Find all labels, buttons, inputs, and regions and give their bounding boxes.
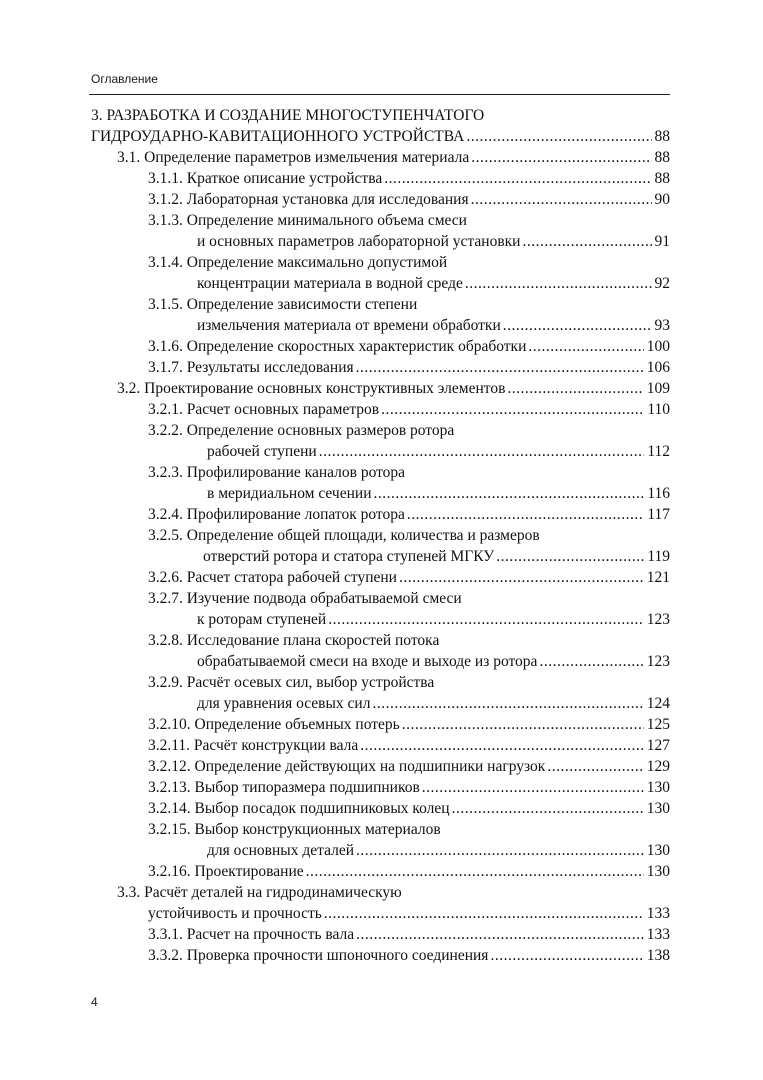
toc-entry[interactable]: 3.1.6. Определение скоростных характеристик обработки ..... 100	[148, 336, 670, 357]
toc-entry[interactable]: 3.2. Проектирование основных конструктивных элементов ..... 109	[117, 378, 670, 399]
toc-entry[interactable]: 3.2.15. Выбор конструкционных материалов	[148, 821, 441, 838]
toc-entry[interactable]: и основных параметров лабораторной установки ..... 91	[197, 231, 670, 252]
toc-entry[interactable]: 3.2.1. Расчет основных параметров ..... 110	[148, 399, 670, 420]
toc-entry[interactable]: в меридиальном сечении ..... 116	[207, 483, 670, 504]
page-number: 4	[91, 995, 98, 1009]
toc-entry[interactable]: 3.2.12. Определение действующих на подшипники нагрузок ..... 129	[148, 756, 670, 777]
toc-entry[interactable]: 3.2.9. Расчёт осевых сил, выбор устройства	[148, 674, 435, 691]
toc-entry[interactable]: 3.1.1. Краткое описание устройства ..... 88	[148, 168, 670, 189]
toc-entry[interactable]: 3.2.13. Выбор типоразмера подшипников ..... 130	[148, 777, 670, 798]
toc-entry[interactable]: 3.3.1. Расчет на прочность вала ..... 133	[148, 924, 670, 945]
toc-entry[interactable]: 3.2.7. Изучение подвода обрабатываемой смеси	[148, 590, 462, 607]
toc-entry[interactable]: 3.1.7. Результаты исследования ..... 106	[148, 357, 670, 378]
toc-entry[interactable]: 3.2.16. Проектирование ..... 130	[148, 861, 670, 882]
toc-entry[interactable]: 3.1.2. Лабораторная установка для исследования ..... 90	[148, 189, 670, 210]
toc-entry[interactable]: ГИДРОУДАРНО-КАВИТАЦИОННОГО УСТРОЙСТВА ..... 88	[91, 126, 670, 147]
toc-entry[interactable]: 3.1. Определение параметров измельчения материала ..... 88	[117, 147, 670, 168]
toc-entry[interactable]: 3.2.8. Исследование плана скоростей потока	[148, 632, 440, 649]
toc-entry[interactable]: 3.1.5. Определение зависимости степени	[148, 296, 418, 313]
toc-entry[interactable]: 3.2.5. Определение общей площади, количества и размеров	[148, 527, 540, 544]
toc-entry[interactable]: 3.2.14. Выбор посадок подшипниковых колец ..... 130	[148, 798, 670, 819]
toc-entry[interactable]: 3.3. Расчёт деталей на гидродинамическую	[117, 884, 402, 901]
toc-entry[interactable]: 3.2.2. Определение основных размеров ротора	[148, 422, 455, 439]
toc-entry[interactable]: к роторам ступеней ..... 123	[197, 609, 670, 630]
toc-entry[interactable]: обрабатываемой смеси на входе и выходе из ротора ..... 123	[197, 651, 670, 672]
toc-entry[interactable]: для основных деталей ..... 130	[207, 840, 670, 861]
running-header: Оглавление	[91, 72, 158, 86]
toc-entry[interactable]: 3.3.2. Проверка прочности шпоночного соединения ..... 138	[148, 945, 670, 966]
toc-entry[interactable]: измельчения материала от времени обработки ..... 93	[197, 315, 670, 336]
header-rule	[89, 94, 670, 95]
toc-entry[interactable]: концентрации материала в водной среде ..... 92	[197, 273, 670, 294]
toc-entry[interactable]: 3.2.3. Профилирование каналов ротора	[148, 464, 406, 481]
toc-entry[interactable]: 3.1.4. Определение максимально допустимой	[148, 254, 448, 271]
toc-entry[interactable]: 3.2.4. Профилирование лопаток ротора ..... 117	[148, 504, 670, 525]
toc-entry[interactable]: 3.2.10. Определение объемных потерь ..... 125	[148, 714, 670, 735]
toc-entry[interactable]: рабочей ступени ..... 112	[207, 441, 670, 462]
toc-entry[interactable]: отверстий ротора и статора ступеней МГКУ ..... 119	[203, 546, 670, 567]
toc-entry[interactable]: 3.2.6. Расчет статора рабочей ступени ..... 121	[148, 567, 670, 588]
toc-entry[interactable]: 3.1.3. Определение минимального объема смеси	[148, 212, 467, 229]
toc-entry[interactable]: устойчивость и прочность ..... 133	[148, 903, 670, 924]
toc-chapter-heading[interactable]: 3. РАЗРАБОТКА И СОЗДАНИЕ МНОГОСТУПЕНЧАТОГО	[91, 107, 485, 124]
toc-entry[interactable]: 3.2.11. Расчёт конструкции вала ..... 127	[148, 735, 670, 756]
toc-entry[interactable]: для уравнения осевых сил ..... 124	[197, 693, 670, 714]
